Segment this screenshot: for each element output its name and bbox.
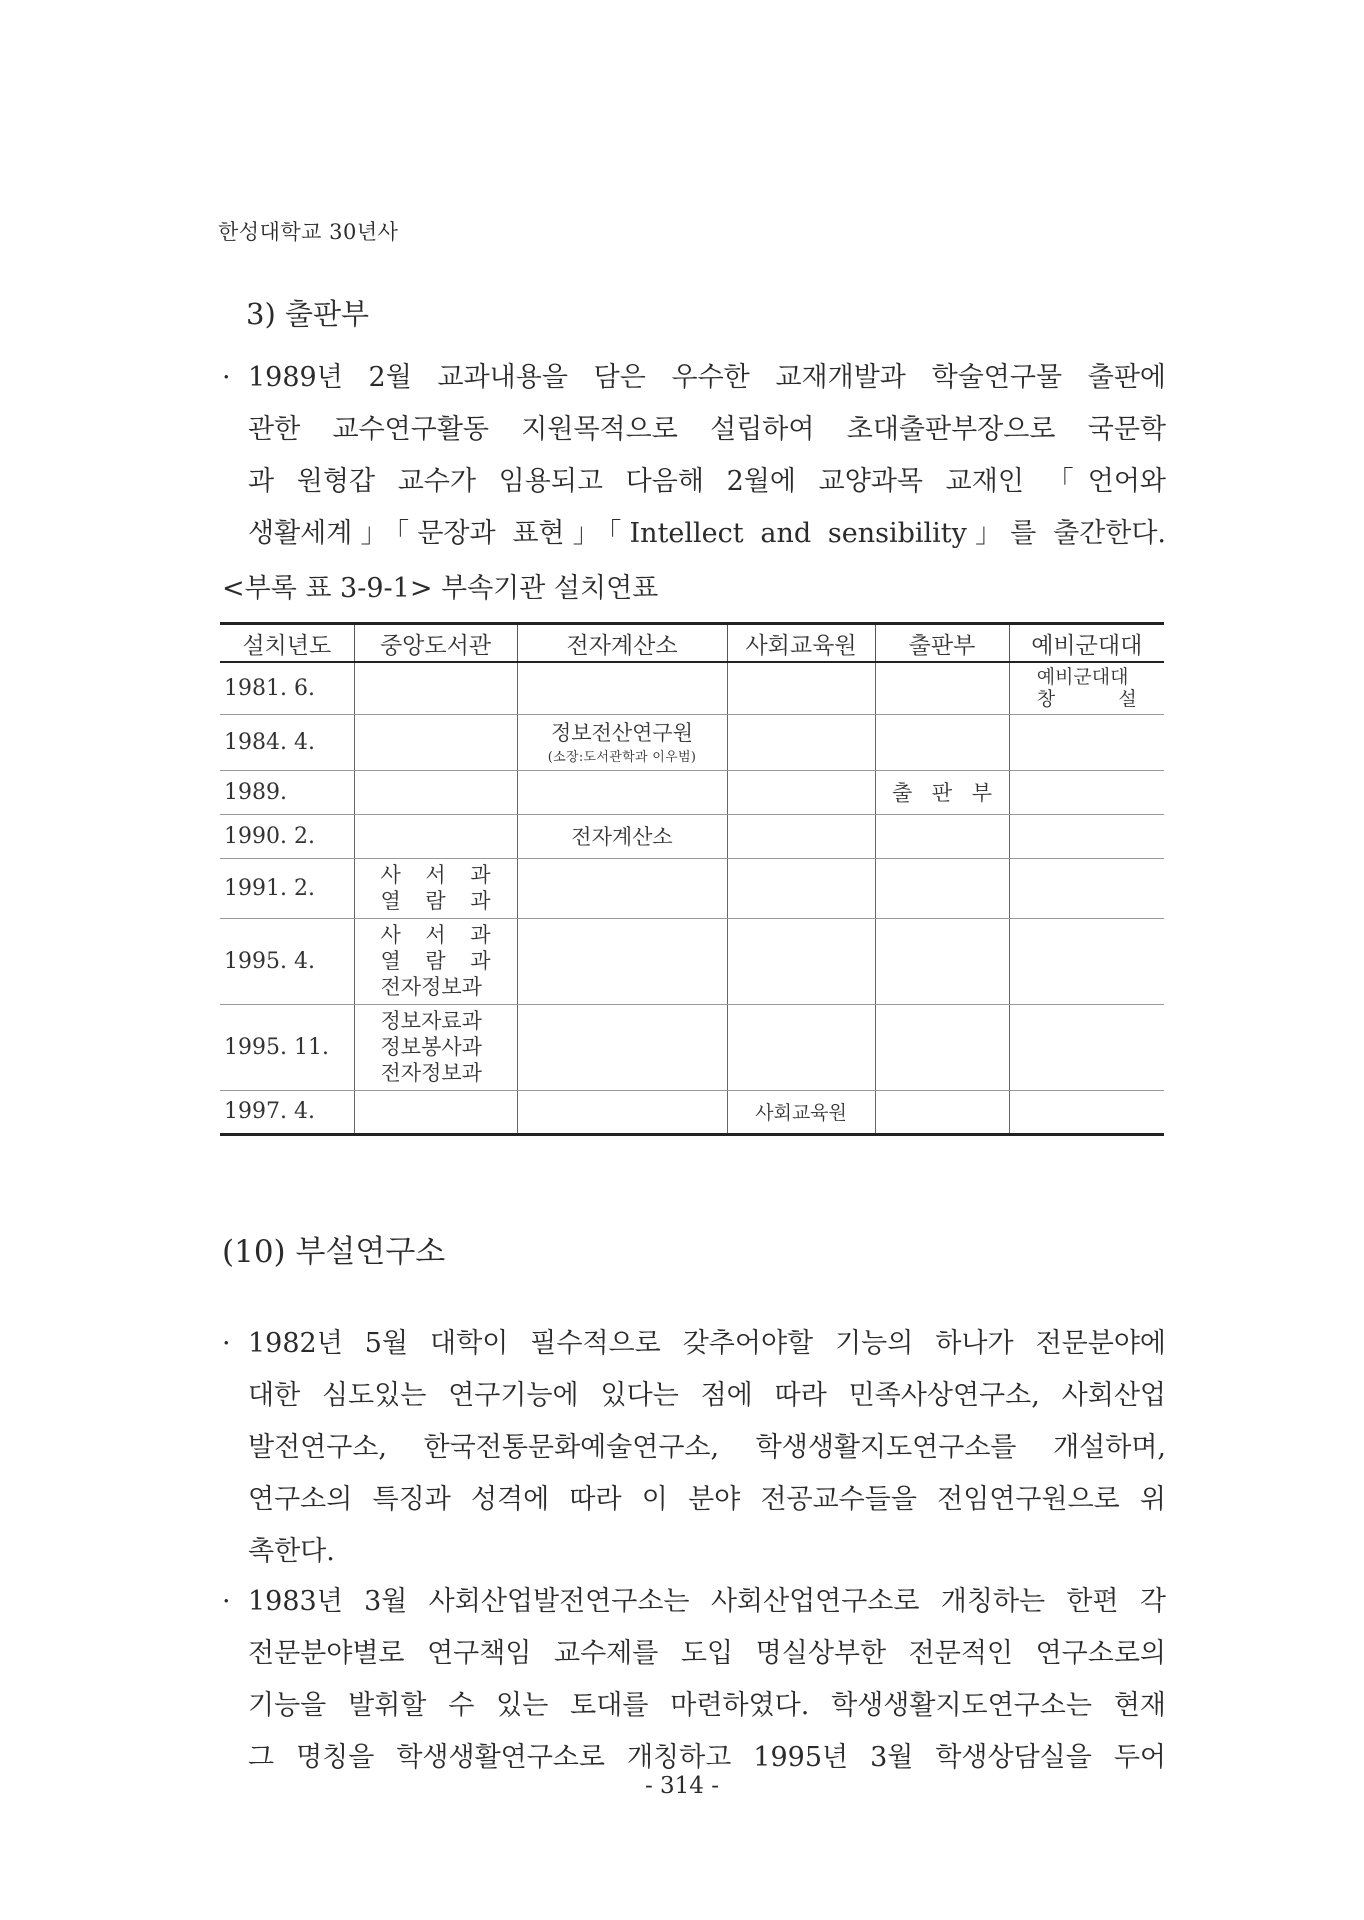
table-row <box>220 770 1164 814</box>
cell-reserve <box>1009 714 1164 770</box>
publish-entry: 출 판 부 <box>892 781 992 805</box>
table-row <box>220 814 1164 858</box>
cell-computing <box>517 858 727 918</box>
cell-edu <box>727 1004 875 1090</box>
bullet: · <box>222 1586 231 1617</box>
cell-publish <box>875 858 1009 918</box>
bullet: · <box>222 1328 231 1359</box>
cell-edu <box>727 714 875 770</box>
cell-publish <box>875 814 1009 858</box>
header-computing-center: 전자계산소 <box>517 624 727 663</box>
paragraph-line: 관한 교수연구활동 지원목적으로 설립하여 초대출판부장으로 국문학 <box>248 414 1166 445</box>
table-row <box>220 858 1164 918</box>
header-reserve-battalion: 예비군대대 <box>1009 624 1164 663</box>
cell-reserve <box>1009 1090 1164 1134</box>
cell-year: 1981. 6. <box>220 662 354 714</box>
table-row <box>220 1004 1164 1090</box>
cell-library <box>354 918 517 1004</box>
cell-publish <box>875 714 1009 770</box>
cell-reserve <box>1009 770 1164 814</box>
cell-publish <box>875 662 1009 714</box>
computing-note: (소장:도서관학과 이우범) <box>547 749 697 765</box>
cell-library <box>354 662 517 714</box>
cell-computing <box>517 714 727 770</box>
cell-library <box>354 814 517 858</box>
header-continuing-education: 사회교육원 <box>727 624 875 663</box>
affiliated-institutions-table <box>220 622 1164 1136</box>
paragraph-research-1982 <box>222 1318 1166 1578</box>
header-year: 설치년도 <box>220 624 354 663</box>
cell-computing <box>517 918 727 1004</box>
paragraph-line: 촉한다. <box>248 1536 335 1567</box>
cell-computing <box>517 662 727 714</box>
cell-library <box>354 858 517 918</box>
cell-year: 1995. 11. <box>220 1004 354 1090</box>
library-dept: 열 람 과 <box>380 949 491 973</box>
running-head: 한성대학교 30년사 <box>218 220 399 244</box>
library-dept: 전자정보과 <box>380 975 482 999</box>
cell-edu <box>727 858 875 918</box>
paragraph-line: 그 명칭을 학생생활연구소로 개칭하고 1995년 3월 학생상담실을 두어 <box>248 1742 1166 1773</box>
cell-library <box>354 1004 517 1090</box>
cell-year: 1984. 4. <box>220 714 354 770</box>
paragraph-research-1983 <box>222 1576 1166 1784</box>
cell-year: 1991. 2. <box>220 858 354 918</box>
cell-publish <box>875 918 1009 1004</box>
library-dept: 전자정보과 <box>380 1061 482 1085</box>
paragraph-line: 기능을 발휘할 수 있는 토대를 마련하였다. 학생생활지도연구소는 현재 <box>248 1690 1166 1721</box>
reserve-line: 창 설 <box>1036 688 1137 711</box>
cell-edu: 사회교육원 <box>727 1090 875 1134</box>
cell-year: 1990. 2. <box>220 814 354 858</box>
cell-computing <box>517 1004 727 1090</box>
library-dept: 정보자료과 <box>380 1009 482 1033</box>
paragraph-line: 대한 심도있는 연구기능에 있다는 점에 따라 민족사상연구소, 사회산업 <box>248 1380 1166 1411</box>
cell-edu <box>727 918 875 1004</box>
library-dept: 사 서 과 <box>380 923 491 947</box>
paragraph-line: 전문분야별로 연구책임 교수제를 도입 명실상부한 전문적인 연구소로의 <box>248 1638 1166 1669</box>
cell-year: 1997. 4. <box>220 1090 354 1134</box>
header-publishing: 출판부 <box>875 624 1009 663</box>
cell-library <box>354 770 517 814</box>
table-row <box>220 918 1164 1004</box>
cell-computing <box>517 770 727 814</box>
section-heading-research-institutes: (10) 부설연구소 <box>222 1234 446 1270</box>
paragraph-publishing <box>222 352 1166 560</box>
computing-entry: 정보전산연구원 <box>550 720 693 745</box>
paragraph-line: 1982년 5월 대학이 필수적으로 갖추어야할 기능의 하나가 전문분야에 <box>248 1328 1166 1359</box>
section-heading-publishing: 3) 출판부 <box>246 297 370 331</box>
reserve-line: 예비군대대 <box>1036 666 1129 689</box>
cell-edu <box>727 662 875 714</box>
cell-publish <box>875 1090 1009 1134</box>
cell-computing: 전자계산소 <box>517 814 727 858</box>
header-central-library: 중앙도서관 <box>354 624 517 663</box>
cell-library <box>354 714 517 770</box>
cell-library <box>354 1090 517 1134</box>
library-dept: 열 람 과 <box>380 889 491 913</box>
library-dept: 사 서 과 <box>380 863 491 887</box>
cell-reserve <box>1009 918 1164 1004</box>
cell-year: 1989. <box>220 770 354 814</box>
cell-reserve <box>1009 814 1164 858</box>
page-number: - 314 - <box>644 1773 720 1799</box>
table-header-row <box>220 624 1164 663</box>
library-dept: 정보봉사과 <box>380 1035 482 1059</box>
paragraph-line: 발전연구소, 한국전통문화예술연구소, 학생생활지도연구소를 개설하며, <box>248 1432 1166 1463</box>
cell-year: 1995. 4. <box>220 918 354 1004</box>
bullet: · <box>222 362 231 393</box>
paragraph-line: 1983년 3월 사회산업발전연구소는 사회산업연구소로 개칭하는 한편 각 <box>248 1586 1166 1617</box>
cell-edu <box>727 814 875 858</box>
cell-edu <box>727 770 875 814</box>
cell-computing <box>517 1090 727 1134</box>
cell-reserve <box>1009 1004 1164 1090</box>
table-row <box>220 714 1164 770</box>
cell-reserve <box>1009 858 1164 918</box>
paragraph-line: 연구소의 특징과 성격에 따라 이 분야 전공교수들을 전임연구원으로 위 <box>248 1484 1166 1515</box>
cell-reserve <box>1009 662 1164 714</box>
paragraph-line: 1989년 2월 교과내용을 담은 우수한 교재개발과 학술연구물 출판에 <box>248 362 1166 393</box>
table-caption: <부록 표 3-9-1> 부속기관 설치연표 <box>222 573 659 604</box>
paragraph-line: 생활세계」「문장과 표현」「Intellect and sensibility」를 출간한다. <box>248 518 1166 549</box>
cell-publish <box>875 1004 1009 1090</box>
table-row <box>220 662 1164 714</box>
paragraph-line: 과 원형갑 교수가 임용되고 다음해 2월에 교양과목 교재인 「언어와 <box>248 466 1166 497</box>
table-row <box>220 1090 1164 1134</box>
cell-publish <box>875 770 1009 814</box>
